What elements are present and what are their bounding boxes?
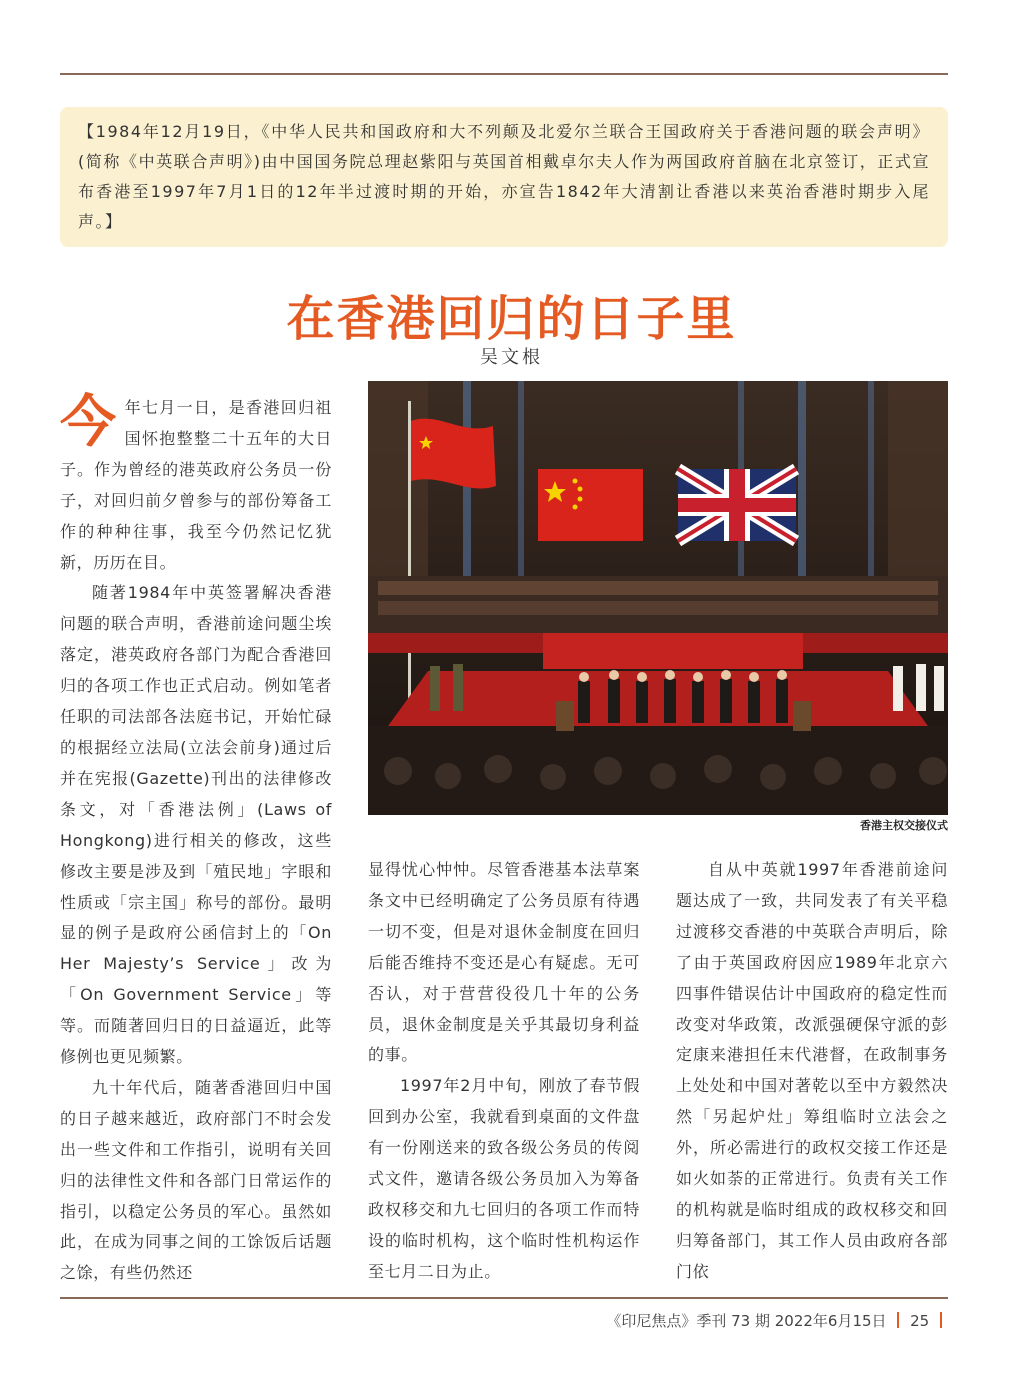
top-rule [60, 73, 948, 75]
photo-caption: 香港主权交接仪式 [860, 819, 948, 832]
publication-info: 《印尼焦点》季刊 73 期 2022年6月15日 [606, 1312, 887, 1330]
paragraph: 年七月一日，是香港回归祖国怀抱整整二十五年的大日子。作为曾经的港英政府公务员一份子，对回归前夕曾参与的部份筹备工作的种种往事，我至今仍然记忆犹新，历历在目。 [60, 398, 332, 572]
paragraph: 1997年2月中旬，刚放了春节假回到办公室，我就看到桌面的文件盘有一份刚送来的致各级公务员的传阅式文件，邀请各级公务员加入为筹备政权移交和九七回归的各项工作而特设的临时机构，这个临时性机构运作至七月二日为止。 [368, 1076, 640, 1281]
footer-separator [940, 1312, 942, 1328]
intro-box [60, 107, 948, 247]
handover-ceremony-photo [368, 381, 948, 815]
page-number: 25 [910, 1312, 930, 1330]
column-2 [368, 855, 640, 1288]
paragraph: 随著1984年中英签署解决香港问题的联合声明，香港前途问题尘埃落定，港英政府各部门为配合香港回归的各项工作也正式启动。例如笔者任职的司法部各法庭书记，开始忙碌的根据经立法局(立法会前身)通过后并在宪报(Gazette)刊出的法律修改条文，对「香港法例」(Laws of Hongkong)进行相关的修改，这些修改主要是涉及到「殖民地」字眼和性质或「宗主国」称号的部份。最明显的例子是政府公函信封上的「On Her Majesty’s Service」改为「On Government Service」等等。而随著回归日的日益逼近，此等修例也更见频繁。 [60, 583, 332, 1067]
paragraph: 显得忧心忡忡。尽管香港基本法草案条文中已经明确定了公务员原有待遇一切不变，但是对退休金制度在回归后能否维持不变还是心有疑虑。无可否认，对于营营役役几十年的公务员，退休金制度是关乎其最切身利益的事。 [368, 860, 640, 1065]
paragraph: 自从中英就1997年香港前途问题达成了一致，共同发表了有关平稳过渡移交香港的中英联合声明后，除了由于英国政府因应1989年北京六四事件错误估计中国政府的稳定性而改变对华政策，改派强硬保守派的彭定康来港担任末代港督，在政制事务上处处和中国对著乾以至中方毅然决然「另起炉灶」筹组临时立法会之外，所必需进行的政权交接工作还是如火如荼的正常进行。负责有关工作的机构就是临时组成的政权移交和回归筹备部门，其工作人员由政府各部门依 [676, 860, 948, 1281]
author-name: 吴文根 [480, 347, 543, 368]
bottom-rule [60, 1297, 948, 1299]
drop-cap: 今 [60, 390, 117, 455]
article-title: 在香港回归的日子里 [286, 291, 737, 347]
column-1 [60, 390, 332, 1289]
footer-separator [897, 1312, 899, 1328]
intro-text: 【1984年12月19日，《中华人民共和国政府和大不列颠及北爱尔兰联合王国政府关于香港问题的联会声明》(简称《中英联合声明》)由中国国务院总理赵紫阳与英国首相戴卓尔夫人作为两国政府首脑在北京签订，正式宣布香港至1997年7月1日的12年半过渡时期的开始，亦宣告1842年大清割让香港以来英治香港时期步入尾声。】 [78, 122, 930, 231]
paragraph: 九十年代后，随著香港回归中国的日子越来越近，政府部门不时会发出一些文件和工作指引，说明有关回归的法律性文件和各部门日常运作的指引，以稳定公务员的军心。虽然如此，在成为同事之间的工馀饭后话题之馀，有些仍然还 [60, 1077, 332, 1283]
page-footer [0, 1310, 948, 1331]
column-3 [676, 855, 948, 1288]
